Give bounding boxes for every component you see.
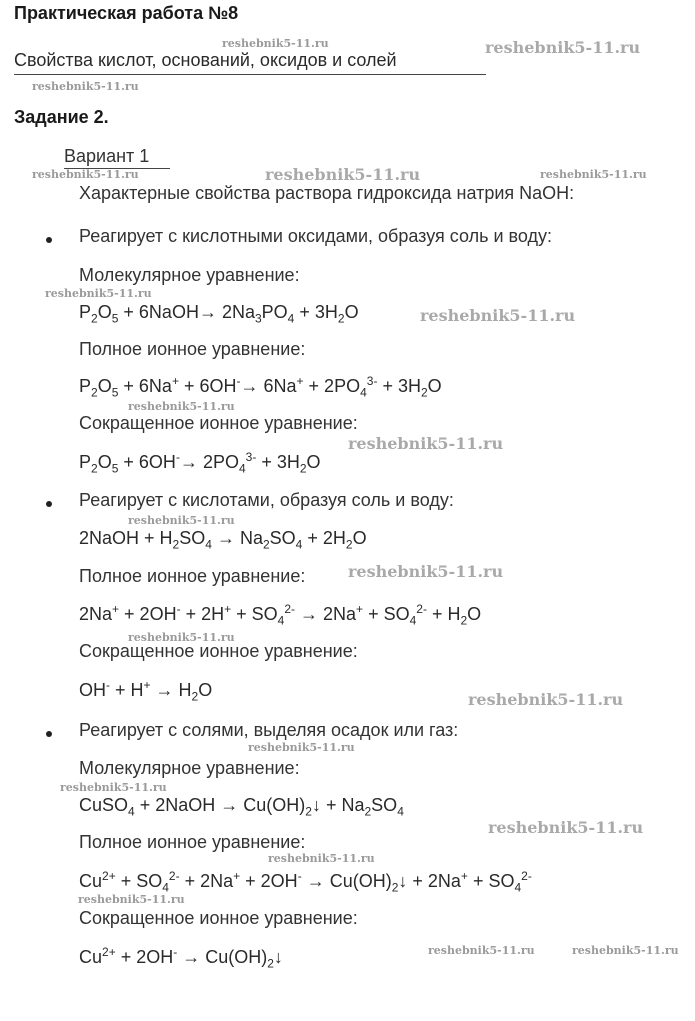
watermark: reshebnik5-11.ru xyxy=(428,944,535,957)
watermark: reshebnik5-11.ru xyxy=(45,287,152,300)
section-2-full-ionic-equation: $2Na^+ + 2OH^- + 2H^+ + SO_4^{2-} \to 2Na^+ + SO_4^{2-} + H_2O$ xyxy=(79,602,482,628)
task-heading: Задание 2. xyxy=(14,107,109,127)
section-2-molecular-equation: 2NaOH + $H_2SO_4 \to Na_2SO_4 + 2H_2O$ xyxy=(79,528,367,552)
section-3-full-ionic-label: Полное ионное уравнение: xyxy=(79,832,306,852)
watermark: reshebnik5-11.ru xyxy=(60,781,167,794)
watermark: reshebnik5-11.ru xyxy=(128,631,235,644)
section-3-short-ionic-equation: $Cu^{2+} + 2OH^-$ → $Cu(OH)_2↓$ xyxy=(79,945,283,971)
watermark: reshebnik5-11.ru xyxy=(540,168,647,181)
page-title: Практическая работа №8 xyxy=(14,3,239,23)
watermark: reshebnik5-11.ru xyxy=(268,852,375,865)
section-3-short-ionic-label: Сокращенное ионное уравнение: xyxy=(79,908,358,928)
bullet-icon xyxy=(46,501,52,507)
section-1-molecular-equation: $P_2O_5$ + 6NaOH→ $2Na_3PO_4 + 3H_2O$ xyxy=(79,302,359,326)
section-3-heading: Реагирует с солями, выделяя осадок или газ: xyxy=(79,720,459,740)
watermark: reshebnik5-11.ru xyxy=(485,38,641,57)
intro-text: Характерные свойства раствора гидроксида натрия NaOH: xyxy=(79,183,575,203)
watermark: reshebnik5-11.ru xyxy=(32,80,139,93)
section-1-short-ionic-equation: $P_2O_5 + 6OH^-\to 2PO_4^{3-} + 3H_2O$ xyxy=(79,450,321,476)
watermark: reshebnik5-11.ru xyxy=(348,434,504,453)
section-2-short-ionic-label: Сокращенное ионное уравнение: xyxy=(79,641,358,661)
section-1-molecular-label: Молекулярное уравнение: xyxy=(79,265,300,285)
watermark: reshebnik5-11.ru xyxy=(420,306,576,325)
section-1-full-ionic-label: Полное ионное уравнение: xyxy=(79,339,306,359)
watermark: reshebnik5-11.ru xyxy=(248,741,355,754)
section-3-full-ionic-equation: $Cu^{2+} + SO_4^{2-} + 2Na^+ + 2OH^-$ → $Cu(OH)_2↓ + 2Na^+ + SO_4^{2-}$ xyxy=(79,869,532,895)
section-1-full-ionic-equation: $P_2O_5 + 6Na^+ + 6OH^-\to 6Na^+ + 2PO_4^{3-} + 3H_2O$ xyxy=(79,374,442,400)
bullet-icon xyxy=(46,731,52,737)
section-2-full-ionic-label: Полное ионное уравнение: xyxy=(79,566,306,586)
variant-heading: Вариант 1 xyxy=(64,146,150,166)
watermark: reshebnik5-11.ru xyxy=(265,165,421,184)
section-1-short-ionic-label: Сокращенное ионное уравнение: xyxy=(79,413,358,433)
watermark: reshebnik5-11.ru xyxy=(572,944,679,957)
watermark: reshebnik5-11.ru xyxy=(32,168,139,181)
section-3-molecular-equation: CuSO$_4$ + 2NaOH → $Cu(OH)_2↓ + Na_2SO_4$ xyxy=(79,795,404,819)
page-subtitle: Свойства кислот, оснований, оксидов и солей xyxy=(14,50,397,70)
watermark: reshebnik5-11.ru xyxy=(468,690,624,709)
section-1-heading: Реагирует с кислотными оксидами, образуя соль и воду: xyxy=(79,226,552,246)
subtitle-underline xyxy=(14,74,486,75)
watermark: reshebnik5-11.ru xyxy=(128,514,235,527)
section-2-short-ionic-equation: $OH^- + H^+ \to H_2O$ xyxy=(79,678,213,704)
watermark: reshebnik5-11.ru xyxy=(488,818,644,837)
watermark: reshebnik5-11.ru xyxy=(222,37,329,50)
watermark: reshebnik5-11.ru xyxy=(128,400,235,413)
bullet-icon xyxy=(46,237,52,243)
watermark: reshebnik5-11.ru xyxy=(348,562,504,581)
section-2-heading: Реагирует с кислотами, образуя соль и воду: xyxy=(79,490,454,510)
section-3-molecular-label: Молекулярное уравнение: xyxy=(79,758,300,778)
watermark: reshebnik5-11.ru xyxy=(78,893,185,906)
